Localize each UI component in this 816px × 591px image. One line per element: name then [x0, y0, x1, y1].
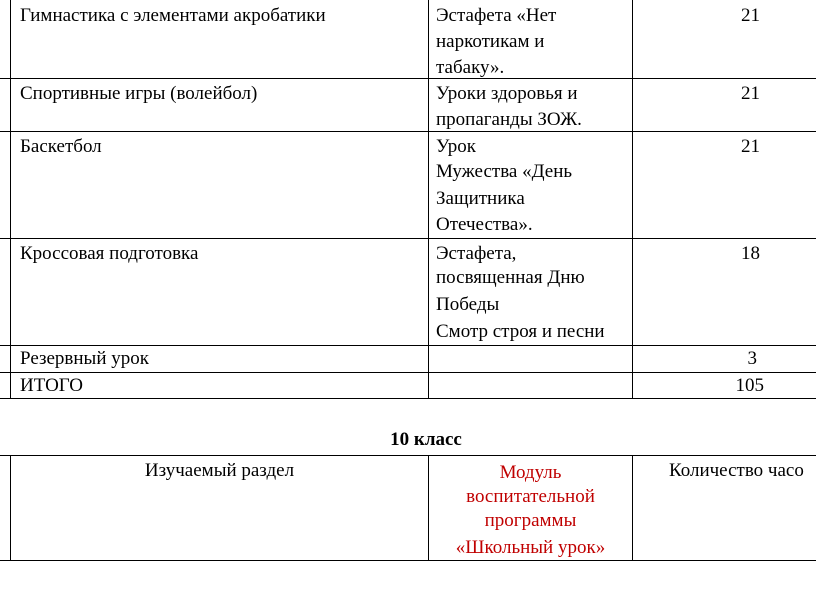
table-cell-section: Гимнастика с элементами акробатики — [20, 5, 326, 26]
table-cell-section: Баскетбол — [20, 136, 102, 157]
column-header-module: «Школьный урок» — [455, 537, 606, 558]
column-header-section: Изучаемый раздел — [144, 460, 295, 481]
table-cell-section: Кроссовая подготовка — [20, 243, 199, 264]
table2-divider-2 — [632, 455, 633, 560]
table-cell-module: табаку». — [436, 57, 505, 78]
table-cell-hours: 105 — [735, 375, 764, 396]
table-cell-module: Защитника — [436, 188, 525, 209]
column-header-hours: Количество часо — [669, 460, 804, 481]
table-cell-module: Уроки здоровья и — [436, 83, 578, 104]
table-cell-module: Эстафета «Нет — [436, 5, 557, 26]
table-cell-section: Спортивные игры (волейбол) — [20, 83, 258, 104]
table-cell-section: Резервный урок — [20, 348, 149, 369]
column-header-module: Модуль — [499, 462, 562, 483]
table-cell-hours: 21 — [741, 83, 760, 104]
table1-divider-1 — [428, 0, 429, 398]
grade-title: 10 класс — [390, 429, 462, 450]
table-cell-hours: 3 — [747, 348, 757, 369]
table-cell-module: Эстафета, — [436, 243, 517, 264]
column-header-module: воспитательной — [466, 486, 595, 507]
table-cell-module: Мужества «День — [436, 161, 573, 182]
table-cell-module: Отечества». — [436, 214, 533, 235]
column-header-module: программы — [484, 510, 577, 531]
table-cell-module: Победы — [436, 294, 500, 315]
table1-divider-2 — [632, 0, 633, 398]
table-cell-module: пропаганды ЗОЖ. — [436, 109, 582, 130]
table-cell-hours: 21 — [741, 5, 760, 26]
table-cell-module: Урок — [436, 136, 477, 157]
table-cell-module: Смотр строя и песни — [436, 321, 605, 342]
table1-border-left — [10, 0, 11, 398]
table-cell-module: наркотикам и — [436, 31, 545, 52]
table-cell-hours: 21 — [741, 136, 760, 157]
table1-row-line — [0, 238, 816, 239]
table1-row-line — [0, 78, 816, 79]
table-cell-hours: 18 — [741, 243, 760, 264]
table-cell-module: посвященная Дню — [436, 267, 585, 288]
table1-row-line — [0, 131, 816, 132]
table2-row-line — [0, 560, 816, 561]
table-cell-section: ИТОГО — [20, 375, 84, 396]
table2-top-border — [0, 455, 816, 456]
